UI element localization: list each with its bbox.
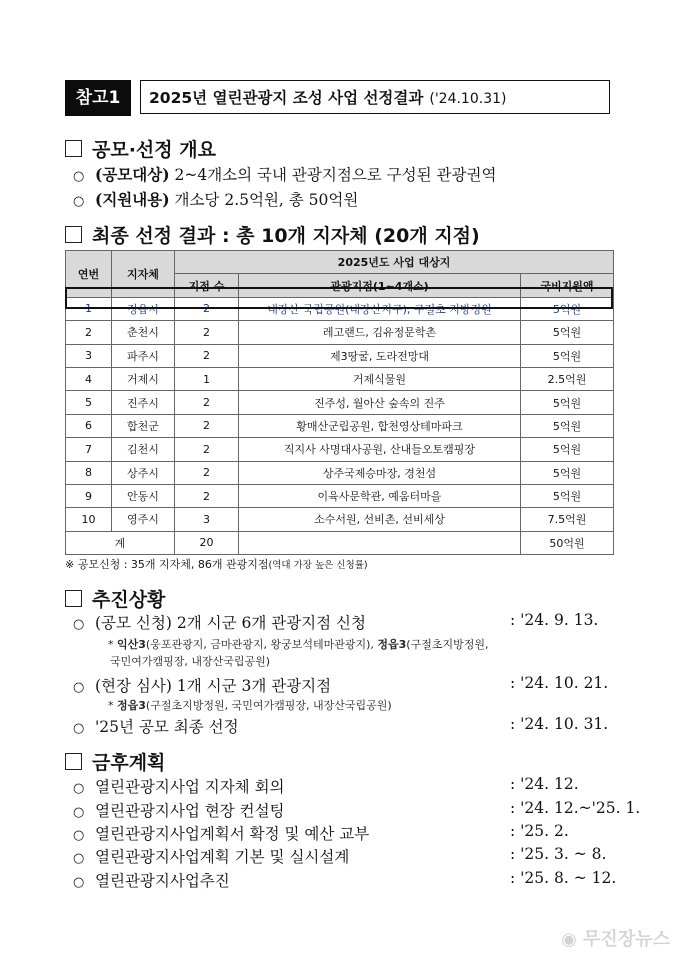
plan-date: : '25. 3. ~ 8.: [510, 845, 607, 863]
header-spots: 관광지점(1~4개소): [239, 274, 521, 297]
cell-spots: 황매산군립공원, 합천영상테마파크: [239, 414, 521, 437]
plan-item: ○ 열린관광지사업 현장 컨설팅: [73, 802, 285, 820]
cell-no: 1: [66, 297, 112, 320]
overview-item-support: ○ (지원내용) 개소당 2.5억원, 총 50억원: [73, 190, 359, 209]
cell-spots: 이육사문학관, 예움터마을: [239, 484, 521, 507]
cell-city: 정읍시: [112, 297, 175, 320]
cell-budget: 5억원: [521, 391, 614, 414]
cell-city: 춘천시: [112, 321, 175, 344]
cell-city: 김천시: [112, 438, 175, 461]
cell-spots: 내장산 국립공원(내장산지구), 구절초 지방정원: [239, 297, 521, 320]
circle-bullet-icon: ○: [73, 194, 85, 209]
watermark: ◉ 무진장뉴스: [561, 929, 670, 950]
progress-date-apply: : '24. 9. 13.: [510, 611, 599, 629]
reference-tag: 참고1: [65, 80, 131, 116]
cell-budget: 5억원: [521, 484, 614, 507]
selection-result-table: [65, 250, 614, 555]
header-count: 지점 수: [175, 274, 239, 297]
circle-bullet-icon: ○: [73, 875, 85, 890]
circle-bullet-icon: ○: [73, 680, 85, 695]
cell-city: 파주시: [112, 344, 175, 367]
table-row: [66, 414, 614, 437]
cell-count: 1: [175, 367, 239, 390]
circle-bullet-icon: ○: [73, 781, 85, 796]
table-row: [66, 508, 614, 531]
table-total-row: [66, 531, 614, 554]
header-no: 연번: [66, 251, 112, 298]
plan-item: ○ 열린관광지사업계획 기본 및 실시설계: [73, 848, 350, 866]
plan-date: : '25. 8. ~ 12.: [510, 869, 617, 887]
overview-item-target: ○ (공모대상) 2~4개소의 국내 관광지점으로 구성된 관광권역: [73, 165, 497, 184]
cell-budget: 5억원: [521, 414, 614, 437]
total-label: 계: [66, 531, 175, 554]
cell-no: 4: [66, 367, 112, 390]
asterisk-bullet-icon: *: [108, 638, 117, 651]
plan-date: : '25. 2.: [510, 822, 569, 840]
progress-item-review: ○ (현장 심사) 1개 시군 3개 관광지점: [73, 677, 332, 695]
table-row: [66, 321, 614, 344]
cell-no: 8: [66, 461, 112, 484]
table-row: [66, 367, 614, 390]
circle-bullet-icon: ○: [73, 828, 85, 843]
cell-no: 10: [66, 508, 112, 531]
table-header-row: [66, 251, 614, 274]
progress-sub-apply: * 익산3(웅포관광지, 금마관광지, 왕궁보석테마관광지), 정읍3(구절초지방정원, 국민여가캠핑장, 내장산국립공원): [108, 638, 489, 668]
cell-city: 거제시: [112, 367, 175, 390]
circle-bullet-icon: ○: [73, 617, 85, 632]
circle-bullet-icon: ○: [73, 721, 85, 736]
cell-city: 진주시: [112, 391, 175, 414]
cell-count: 2: [175, 438, 239, 461]
table-row: [66, 438, 614, 461]
cell-count: 2: [175, 344, 239, 367]
checkbox-square-icon: [65, 140, 82, 157]
total-spots: [239, 531, 521, 554]
cell-spots: 거제식물원: [239, 367, 521, 390]
cell-count: 2: [175, 321, 239, 344]
cell-city: 안동시: [112, 484, 175, 507]
cell-budget: 5억원: [521, 438, 614, 461]
cell-no: 2: [66, 321, 112, 344]
cell-city: 상주시: [112, 461, 175, 484]
cell-count: 2: [175, 391, 239, 414]
circle-bullet-icon: ○: [73, 851, 85, 866]
checkbox-square-icon: [65, 590, 82, 607]
cell-budget: 5억원: [521, 297, 614, 320]
cell-count: 2: [175, 297, 239, 320]
cell-spots: 소수서원, 선비촌, 선비세상: [239, 508, 521, 531]
plan-date: : '24. 12.~'25. 1.: [510, 799, 641, 817]
cell-budget: 7.5억원: [521, 508, 614, 531]
cell-spots: 진주성, 월아산 숲속의 진주: [239, 391, 521, 414]
plan-item: ○ 열린관광지사업계획서 확정 및 예산 교부: [73, 825, 370, 843]
cell-count: 2: [175, 484, 239, 507]
cell-count: 3: [175, 508, 239, 531]
section-overview-heading: 공모·선정 개요: [65, 135, 216, 162]
cell-no: 7: [66, 438, 112, 461]
total-budget: 50억원: [521, 531, 614, 554]
asterisk-bullet-icon: *: [108, 699, 117, 712]
plan-date: : '24. 12.: [510, 775, 579, 793]
cell-budget: 5억원: [521, 461, 614, 484]
cell-count: 2: [175, 414, 239, 437]
document-date: ('24.10.31): [429, 91, 507, 107]
cell-budget: 5억원: [521, 321, 614, 344]
document-title: 2025년 열린관광지 조성 사업 선정결과: [149, 89, 424, 107]
cell-no: 3: [66, 344, 112, 367]
progress-date-review: : '24. 10. 21.: [510, 674, 609, 692]
cell-spots: 상주국제승마장, 경천섬: [239, 461, 521, 484]
header-group: 2025년도 사업 대상지: [175, 251, 614, 274]
table-row: [66, 461, 614, 484]
total-count: 20: [175, 531, 239, 554]
cell-no: 9: [66, 484, 112, 507]
table-row: [66, 391, 614, 414]
table-row: [66, 297, 614, 320]
section-result-heading: 최종 선정 결과 : 총 10개 지자체 (20개 지점): [65, 221, 480, 248]
cell-city: 영주시: [112, 508, 175, 531]
progress-item-apply: ○ (공모 신청) 2개 시군 6개 관광지점 신청: [73, 614, 367, 632]
table-row: [66, 484, 614, 507]
section-plan-heading: 금후계획: [65, 748, 165, 775]
checkbox-square-icon: [65, 226, 82, 243]
cell-spots: 레고랜드, 김유정문학촌: [239, 321, 521, 344]
cell-budget: 5억원: [521, 344, 614, 367]
progress-date-final: : '24. 10. 31.: [510, 715, 609, 733]
cell-spots: 직지사 사명대사공원, 산내들오토캠핑장: [239, 438, 521, 461]
cell-budget: 2.5억원: [521, 367, 614, 390]
progress-sub-review: * 정읍3(구절초지방정원, 국민여가캠핑장, 내장산국립공원): [108, 699, 392, 712]
circle-bullet-icon: ○: [73, 805, 85, 820]
plan-item: ○ 열린관광지사업추진: [73, 872, 230, 890]
document-title-box: [140, 80, 610, 114]
checkbox-square-icon: [65, 753, 82, 770]
eye-logo-icon: ◉: [561, 929, 584, 950]
application-note: ※ 공모신청 : 35개 지자체, 86개 관광지점(역대 가장 높은 신청률): [65, 558, 368, 571]
table-row: [66, 344, 614, 367]
plan-item: ○ 열린관광지사업 지자체 회의: [73, 778, 285, 796]
cell-no: 5: [66, 391, 112, 414]
circle-bullet-icon: ○: [73, 169, 85, 184]
cell-count: 2: [175, 461, 239, 484]
progress-item-final: ○ '25년 공모 최종 선정: [73, 718, 239, 736]
section-progress-heading: 추진상황: [65, 585, 165, 612]
cell-spots: 제3땅굴, 도라전망대: [239, 344, 521, 367]
header-budget: 국비지원액: [521, 274, 614, 297]
header-city: 지자체: [112, 251, 175, 298]
cell-no: 6: [66, 414, 112, 437]
cell-city: 합천군: [112, 414, 175, 437]
